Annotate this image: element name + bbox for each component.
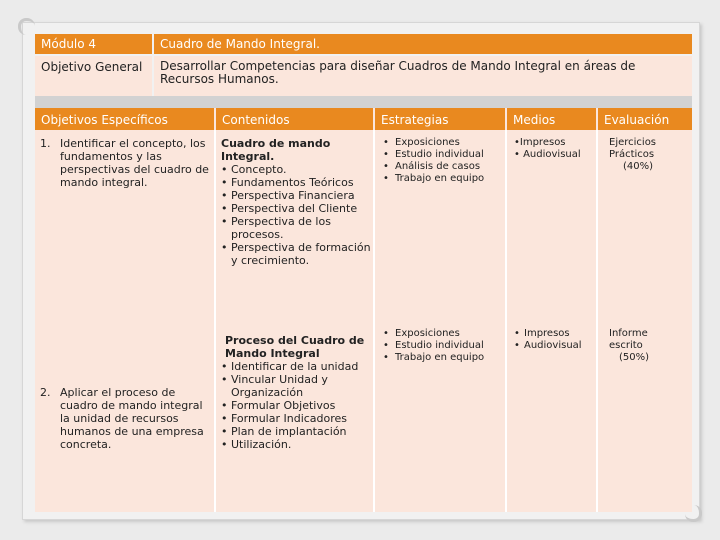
evaluation-line: escrito <box>609 340 643 351</box>
content-item: • Fundamentos Teóricos <box>221 176 371 189</box>
content-item: • Concepto. <box>221 163 371 176</box>
course-table <box>35 108 692 512</box>
strategies-list <box>382 328 504 364</box>
content-item: • Plan de implantación <box>221 425 371 438</box>
content-item: • Perspectiva de los procesos. <box>221 215 371 241</box>
evaluation-1 <box>609 137 689 173</box>
column-divider <box>373 130 375 512</box>
column-header-media: Medios <box>507 108 596 130</box>
content-title: Proceso del Cuadro de Mando Integral <box>225 334 365 360</box>
strategy-item: • Exposiciones <box>382 137 504 149</box>
content-item: • Perspectiva Financiera <box>221 189 371 202</box>
module-label: Módulo 4 <box>35 34 152 54</box>
module-title: Cuadro de Mando Integral. <box>154 34 692 54</box>
strategy-item: • Trabajo en equipo <box>382 352 504 364</box>
objective-number: 1. <box>40 137 51 150</box>
evaluation-weight: (50%) <box>619 352 650 363</box>
content-1 <box>221 137 371 267</box>
objective-1 <box>40 137 212 189</box>
evaluation-line: Ejercicios <box>609 137 657 148</box>
content-list <box>221 163 371 267</box>
media-list <box>514 328 594 352</box>
strategies-1 <box>382 137 504 185</box>
content-item: • Utilización. <box>221 438 371 451</box>
strategies-2 <box>382 328 504 364</box>
objective-text: Identificar el concepto, los fundamentos y las perspectivas del cuadro de mando integral. <box>60 137 209 189</box>
general-objective-label: Objetivo General <box>35 56 152 96</box>
corner-decoration <box>18 18 35 35</box>
strategy-item: • Exposiciones <box>382 328 504 340</box>
content-item: • Perspectiva de formación y crecimiento. <box>221 241 371 267</box>
media-1 <box>514 137 594 161</box>
column-header-objectives: Objetivos Específicos <box>35 108 214 130</box>
strategy-item: • Trabajo en equipo <box>382 173 504 185</box>
evaluation-line: Informe <box>609 328 648 339</box>
strategy-item: • Análisis de casos <box>382 161 504 173</box>
column-header-strategies: Estrategias <box>375 108 505 130</box>
content-list <box>221 360 371 451</box>
content-item: • Formular Indicadores <box>221 412 371 425</box>
strategy-item: • Estudio individual <box>382 149 504 161</box>
general-objective-row <box>35 56 692 96</box>
objective-2 <box>40 386 212 451</box>
column-divider <box>596 130 598 512</box>
media-2 <box>514 328 594 352</box>
evaluation-2 <box>609 328 689 364</box>
module-header-row <box>35 34 692 54</box>
column-divider <box>505 130 507 512</box>
evaluation-weight: (40%) <box>623 161 654 172</box>
content-item: • Perspectiva del Cliente <box>221 202 371 215</box>
column-header-contents: Contenidos <box>216 108 373 130</box>
media-item: • Audiovisual <box>514 149 581 160</box>
content-2 <box>221 334 371 451</box>
evaluation-line: Prácticos <box>609 149 655 160</box>
column-divider <box>214 130 216 512</box>
strategies-list <box>382 137 504 185</box>
media-item: • Audiovisual <box>514 340 594 352</box>
separator-band <box>35 96 692 108</box>
objective-text: Aplicar el proceso de cuadro de mando integral la unidad de recursos humanos de una empresa concreta. <box>60 386 204 451</box>
content-item: • Formular Objetivos <box>221 399 371 412</box>
objective-number: 2. <box>40 386 51 399</box>
strategy-item: • Estudio individual <box>382 340 504 352</box>
content-item: • Vincular Unidad y Organización <box>221 373 371 399</box>
media-item: •Impresos <box>514 137 566 148</box>
media-item: • Impresos <box>514 328 594 340</box>
general-objective-text: Desarrollar Competencias para diseñar Cuadros de Mando Integral en áreas de Recursos Humanos. <box>154 56 692 96</box>
column-header-evaluation: Evaluación <box>598 108 692 130</box>
content-item: • Identificar de la unidad <box>221 360 371 373</box>
content-title: Cuadro de mando Integral. <box>221 137 331 163</box>
